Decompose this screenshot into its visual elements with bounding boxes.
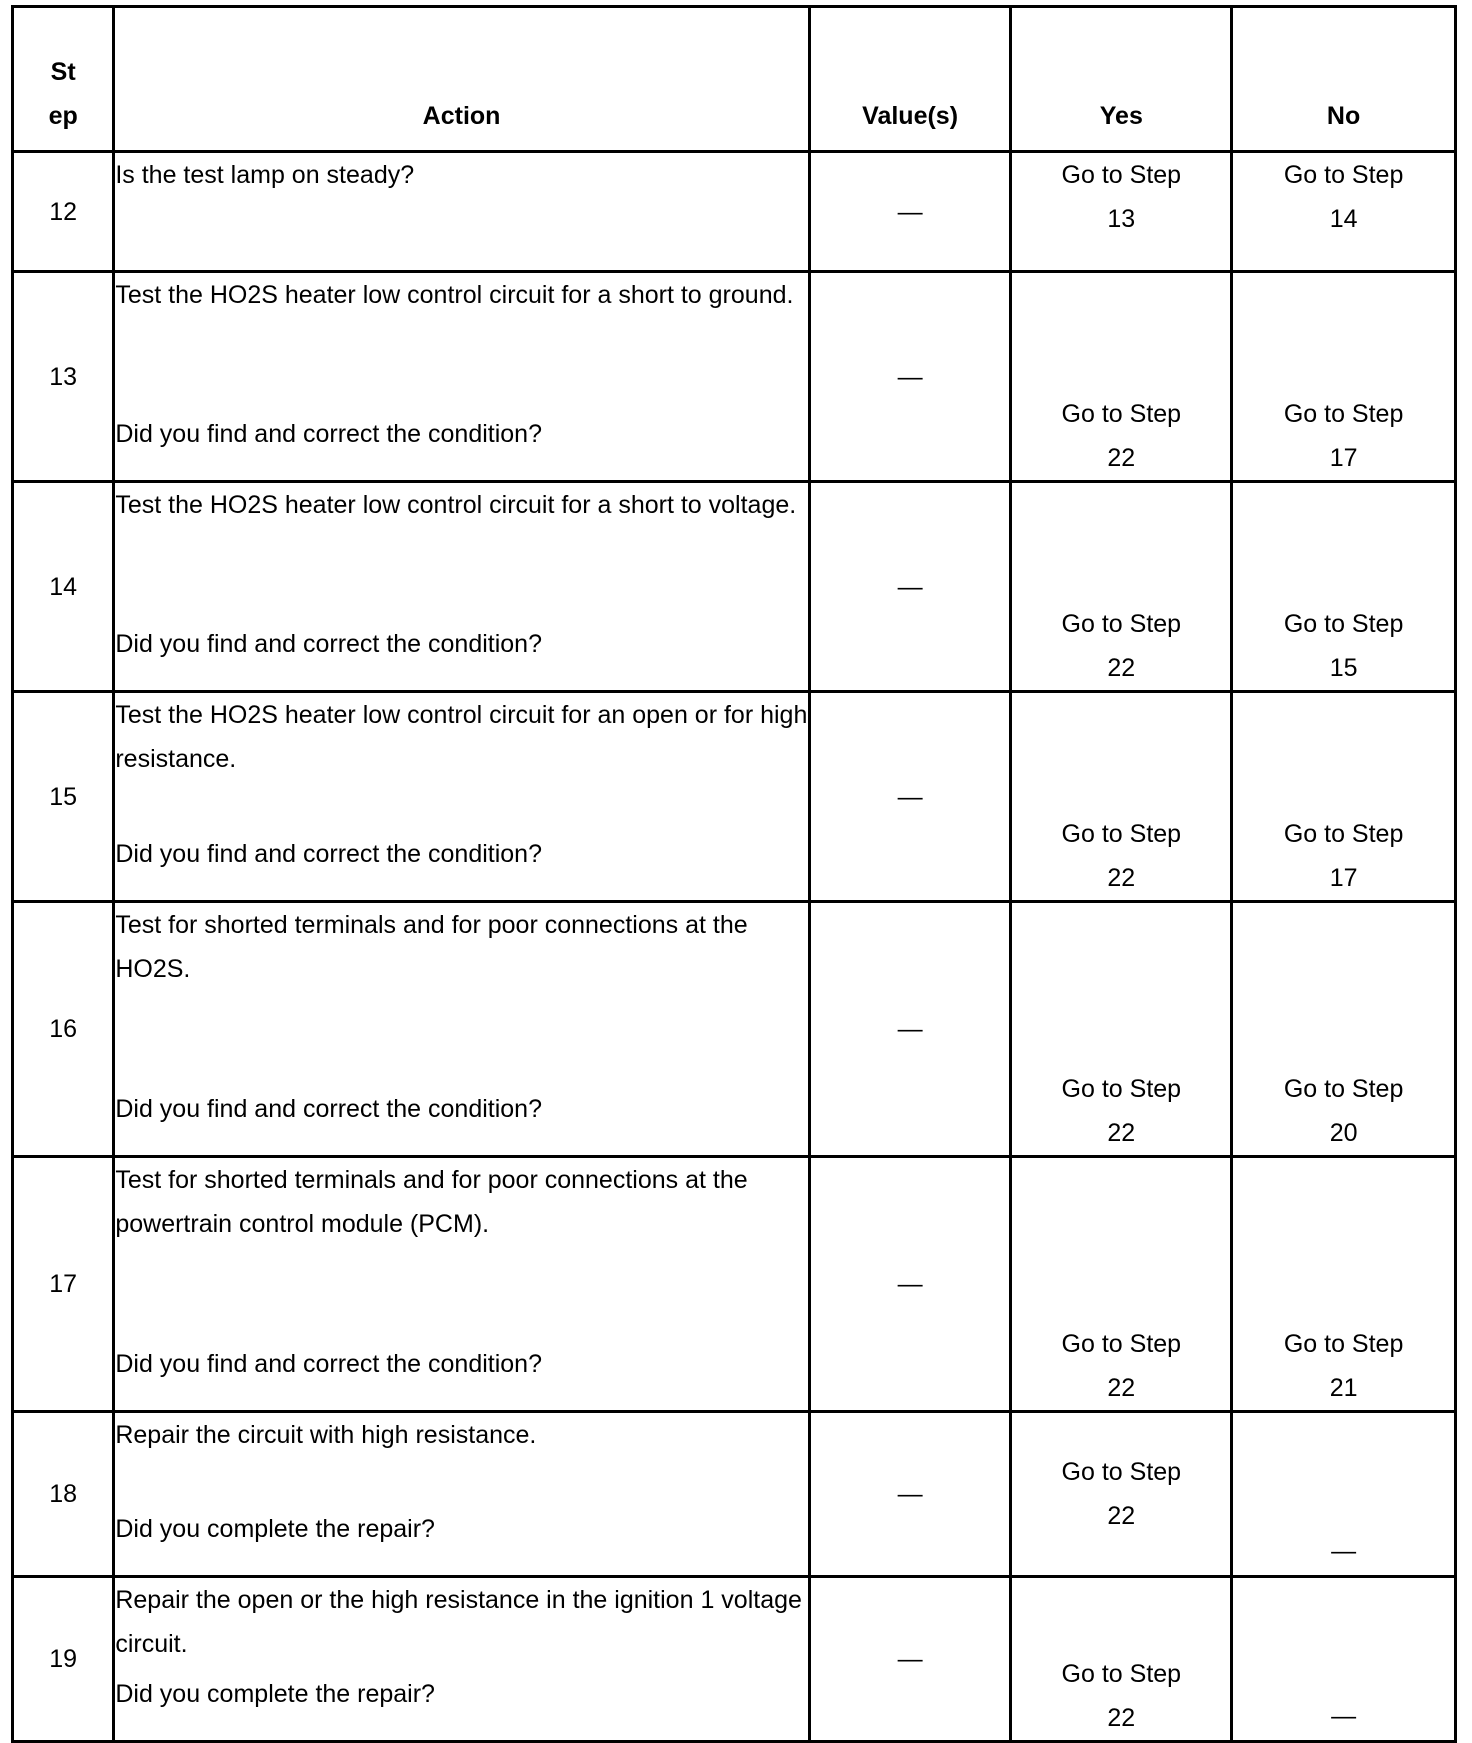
yes-goto-step: 22: [1107, 444, 1136, 472]
action-instruction: Test the HO2S heater low control circuit for a short to ground.: [115, 281, 794, 309]
diagnostic-table: [11, 5, 1457, 1743]
yes-cell: [1011, 482, 1232, 692]
action-cell: [114, 692, 809, 902]
value-cell: —: [809, 272, 1011, 482]
no-cell: [1232, 692, 1456, 902]
yes-goto-step: 22: [1107, 1374, 1136, 1402]
no-goto-step: 15: [1329, 654, 1358, 682]
yes-goto-label: Go to Step: [1061, 1075, 1182, 1103]
value-cell: —: [809, 152, 1011, 272]
header-step-line2: ep: [48, 102, 78, 130]
action-question: Did you find and correct the condition?: [115, 1095, 542, 1123]
no-cell: [1232, 1412, 1456, 1577]
no-goto-label: Go to Step: [1283, 400, 1404, 428]
no-goto-step: 14: [1329, 205, 1358, 233]
table-row: [13, 692, 1456, 902]
yes-goto-step: 22: [1107, 1502, 1136, 1530]
yes-goto-label: Go to Step: [1061, 820, 1182, 848]
no-cell: [1232, 902, 1456, 1157]
action-question: Did you find and correct the condition?: [115, 1350, 542, 1378]
header-action: Action: [114, 7, 809, 152]
table-row: [13, 1577, 1456, 1742]
value-cell: —: [809, 1412, 1011, 1577]
yes-goto-label: Go to Step: [1061, 610, 1182, 638]
no-cell: [1232, 152, 1456, 272]
step-number: 13: [13, 272, 114, 482]
yes-cell: [1011, 272, 1232, 482]
value-cell: —: [809, 1577, 1011, 1742]
no-goto-step: 20: [1329, 1119, 1358, 1147]
value-cell: —: [809, 902, 1011, 1157]
header-step: [13, 7, 114, 152]
step-number: 19: [13, 1577, 114, 1742]
yes-goto-step: 22: [1107, 654, 1136, 682]
action-instruction: Repair the open or the high resistance in the ignition 1 voltage circuit.: [115, 1586, 802, 1658]
no-goto-label: Go to Step: [1283, 610, 1404, 638]
step-number: 14: [13, 482, 114, 692]
step-number: 18: [13, 1412, 114, 1577]
step-number: 17: [13, 1157, 114, 1412]
header-yes: Yes: [1011, 7, 1232, 152]
yes-goto-step: 22: [1107, 864, 1136, 892]
value-cell: —: [809, 482, 1011, 692]
yes-cell: [1011, 1577, 1232, 1742]
yes-cell: [1011, 152, 1232, 272]
no-cell: [1232, 1157, 1456, 1412]
yes-goto-step: 22: [1107, 1704, 1136, 1732]
action-question: Did you find and correct the condition?: [115, 840, 542, 868]
no-goto-label: Go to Step: [1283, 820, 1404, 848]
yes-goto-label: Go to Step: [1061, 400, 1182, 428]
table-row: [13, 272, 1456, 482]
header-step-line1: St: [50, 58, 76, 86]
yes-cell: [1011, 1157, 1232, 1412]
action-cell: [114, 1157, 809, 1412]
table-row: [13, 902, 1456, 1157]
table-row: [13, 152, 1456, 272]
action-instruction: Test for shorted terminals and for poor connections at the powertrain control module (PCM).: [115, 1166, 748, 1238]
table-row: [13, 1157, 1456, 1412]
no-goto-step: 21: [1329, 1374, 1358, 1402]
action-cell: [114, 152, 809, 272]
step-number: 15: [13, 692, 114, 902]
yes-cell: [1011, 692, 1232, 902]
header-values: Value(s): [809, 7, 1011, 152]
step-number: 12: [13, 152, 114, 272]
table-row: [13, 482, 1456, 692]
action-instruction: Test for shorted terminals and for poor connections at the HO2S.: [115, 911, 748, 983]
yes-goto-label: Go to Step: [1061, 161, 1182, 189]
action-question: Did you find and correct the condition?: [115, 420, 542, 448]
action-cell: [114, 272, 809, 482]
yes-cell: [1011, 1412, 1232, 1577]
yes-cell: [1011, 902, 1232, 1157]
action-cell: [114, 1577, 809, 1742]
yes-goto-label: Go to Step: [1061, 1458, 1182, 1486]
header-row: [13, 7, 1456, 152]
yes-goto-label: Go to Step: [1061, 1330, 1182, 1358]
yes-goto-step: 13: [1107, 205, 1136, 233]
yes-goto-label: Go to Step: [1061, 1660, 1182, 1688]
action-instruction: Is the test lamp on steady?: [115, 161, 415, 189]
action-instruction: Test the HO2S heater low control circuit for a short to voltage.: [115, 491, 797, 519]
value-cell: —: [809, 692, 1011, 902]
no-goto-step: 17: [1329, 864, 1358, 892]
no-cell: [1232, 272, 1456, 482]
no-cell: [1232, 1577, 1456, 1742]
no-goto-label: Go to Step: [1283, 1330, 1404, 1358]
no-goto-step: 17: [1329, 444, 1358, 472]
action-cell: [114, 1412, 809, 1577]
action-question: Did you complete the repair?: [115, 1515, 435, 1543]
step-number: 16: [13, 902, 114, 1157]
action-instruction: Test the HO2S heater low control circuit for an open or for high resistance.: [115, 701, 808, 773]
action-question: Did you find and correct the condition?: [115, 630, 542, 658]
table-row: [13, 1412, 1456, 1577]
no-goto-label: Go to Step: [1283, 1075, 1404, 1103]
action-question: Did you complete the repair?: [115, 1680, 435, 1708]
header-no: No: [1232, 7, 1456, 152]
no-dash: —: [1331, 1702, 1357, 1730]
no-dash: —: [1331, 1537, 1357, 1565]
no-cell: [1232, 482, 1456, 692]
value-cell: —: [809, 1157, 1011, 1412]
action-cell: [114, 482, 809, 692]
yes-goto-step: 22: [1107, 1119, 1136, 1147]
action-instruction: Repair the circuit with high resistance.: [115, 1421, 537, 1449]
action-cell: [114, 902, 809, 1157]
no-goto-label: Go to Step: [1283, 161, 1404, 189]
